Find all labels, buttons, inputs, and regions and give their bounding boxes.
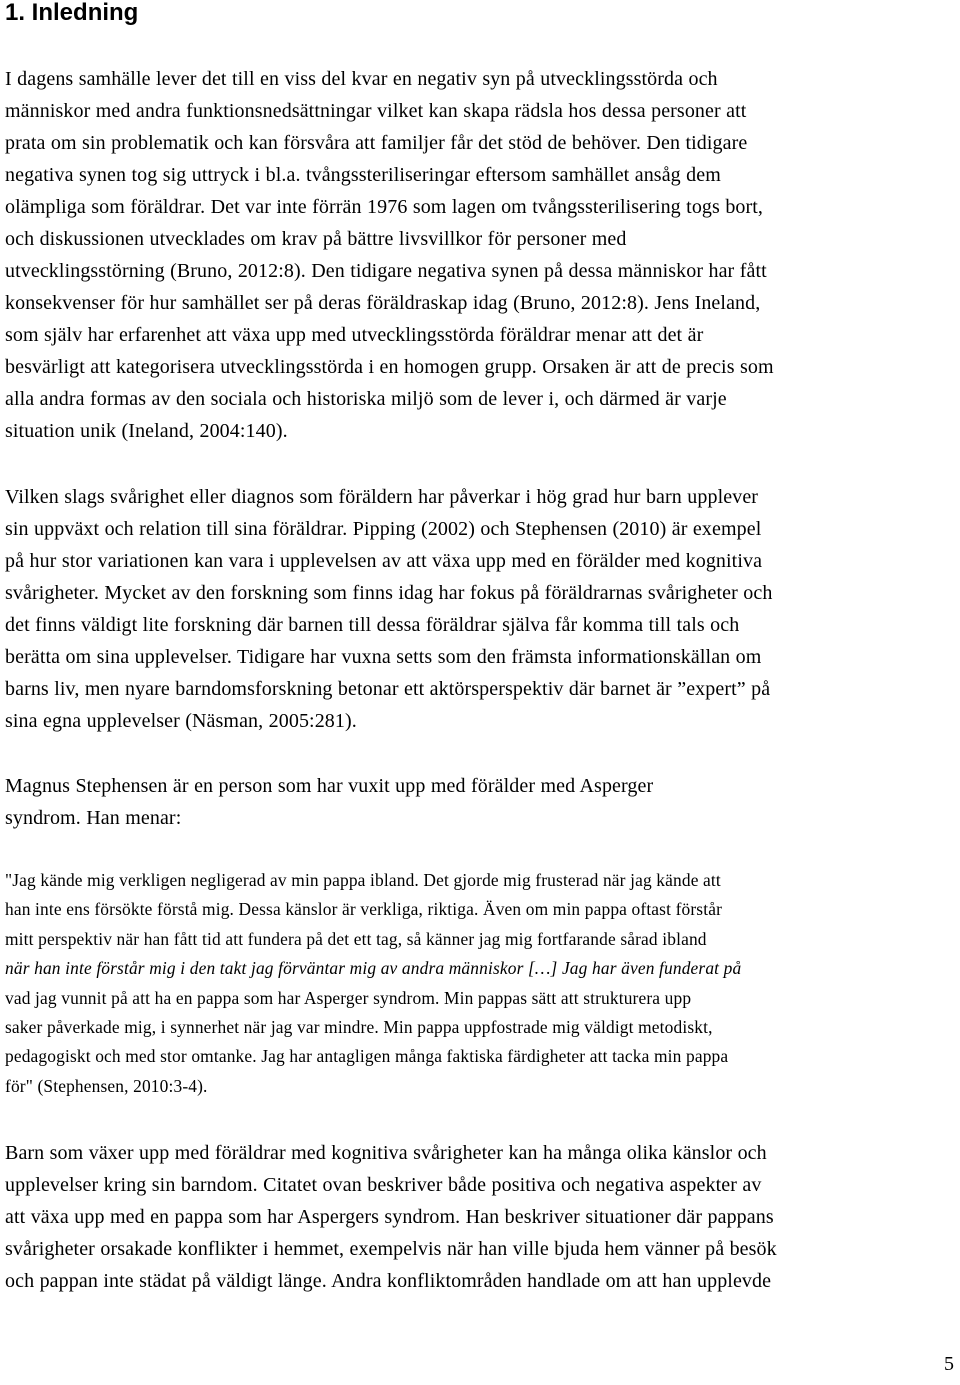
quote-line: vad jag vunnit på att ha en pappa som har Asperger syndrom. Min pappas sätt att strukturera upp (5, 987, 692, 1008)
block-quote (5, 866, 940, 1101)
text-line: Vilken slags svårighet eller diagnos som föräldern har påverkar i hög grad hur barn upplever (5, 486, 759, 508)
paragraph-quote-intro (5, 770, 940, 834)
text-line: som själv har erfarenhet att växa upp med utvecklingsstörda föräldrar menar att det är (5, 324, 704, 346)
text-line: barns liv, men nyare barndomsforskning betonar ett aktörsperspektiv där barnet är ”expert” på (5, 678, 771, 700)
text-line: alla andra formas av den sociala och historiska miljö som de lever i, och därmed är varje (5, 388, 727, 410)
text-line: människor med andra funktionsnedsättningar vilket kan skapa rädsla hos dessa personer att (5, 100, 747, 122)
text-line: negativa synen tog sig uttryck i bl.a. tvångssteriliseringar eftersom samhället ansåg dem (5, 164, 721, 186)
text-line: syndrom. Han menar: (5, 807, 182, 829)
section-heading: 1. Inledning (5, 0, 139, 26)
text-line: Barn som växer upp med föräldrar med kognitiva svårigheter kan ha många olika känslor och (5, 1142, 767, 1164)
text-line: situation unik (Ineland, 2004:140). (5, 420, 288, 442)
text-line: berätta om sina upplevelser. Tidigare har vuxna setts som den främsta informationskällan om (5, 646, 762, 668)
quote-line: han inte ens försökte förstå mig. Dessa känslor är verkliga, riktiga. Även om min pappa oftast förstår (5, 899, 723, 920)
text-line: svårigheter. Mycket av den forskning som finns idag har fokus på föräldrarnas svårigheter och (5, 582, 773, 604)
text-line: upplevelser kring sin barndom. Citatet ovan beskriver både positiva och negativa aspekter av (5, 1174, 762, 1196)
quote-line: mitt perspektiv när han fått tid att fundera på det ett tag, så känner jag mig fortfarande sårad ibland (5, 928, 707, 949)
paragraph-introduction (5, 63, 940, 447)
text-line: prata om sin problematik och kan försvåra att familjer får det stöd de behöver. Den tidigare (5, 132, 748, 154)
text-line: besvärligt att kategorisera utvecklingsstörda i en homogen grupp. Orsaken är att de precis som (5, 356, 774, 378)
quote-line: saker påverkade mig, i synnerhet när jag var mindre. Min pappa uppfostrade mig väldigt metodiskt, (5, 1017, 713, 1038)
text-line: sina egna upplevelser (Näsman, 2005:281). (5, 710, 357, 732)
text-line: Magnus Stephensen är en person som har vuxit upp med förälder med Asperger (5, 775, 654, 797)
text-line: att växa upp med en pappa som har Aspergers syndrom. Han beskriver situationer där pappans (5, 1206, 774, 1228)
text-line: det finns väldigt lite forskning där barnen till dessa föräldrar själva får komma till tals och (5, 614, 740, 636)
text-line: på hur stor variationen kan vara i upplevelsen av att växa upp med en förälder med kognitiva (5, 550, 763, 572)
text-line: och pappan inte städat på väldigt länge. Andra konfliktområden handlade om att han upplevde (5, 1270, 772, 1292)
text-line: konsekvenser för hur samhället ser på deras föräldraskap idag (Bruno, 2012:8). Jens Ineland, (5, 292, 761, 314)
quote-line: för" (Stephensen, 2010:3-4). (5, 1075, 208, 1096)
paragraph-quote-discussion (5, 1137, 940, 1297)
quote-line: pedagogiskt och med stor omtanke. Jag har antagligen många faktiska färdigheter att tacka min pappa (5, 1046, 729, 1067)
quote-italic-text: när han inte förstår mig i den takt jag förväntar mig av andra människor […] Jag har även funderat på (5, 958, 742, 979)
quote-line (5, 954, 940, 983)
text-line: olämpliga som föräldrar. Det var inte förrän 1976 som lagen om tvångssterilisering togs bort, (5, 196, 764, 218)
text-line: och diskussionen utvecklades om krav på bättre livsvillkor för personer med (5, 228, 627, 250)
quote-line: "Jag kände mig verkligen negligerad av min pappa ibland. Det gjorde mig frusterad när jag kände att (5, 870, 721, 890)
page-number: 5 (944, 1353, 954, 1375)
text-line: utvecklingsstörning (Bruno, 2012:8). Den tidigare negativa synen på dessa människor har fått (5, 260, 767, 282)
text-line: svårigheter orsakade konflikter i hemmet, exempelvis när han ville bjuda hem vänner på besök (5, 1238, 777, 1260)
text-line: sin uppväxt och relation till sina föräldrar. Pipping (2002) och Stephensen (2010) är exempel (5, 518, 762, 540)
text-line: I dagens samhälle lever det till en viss del kvar en negativ syn på utvecklingsstörda och (5, 68, 718, 90)
paragraph-research-context (5, 481, 940, 737)
